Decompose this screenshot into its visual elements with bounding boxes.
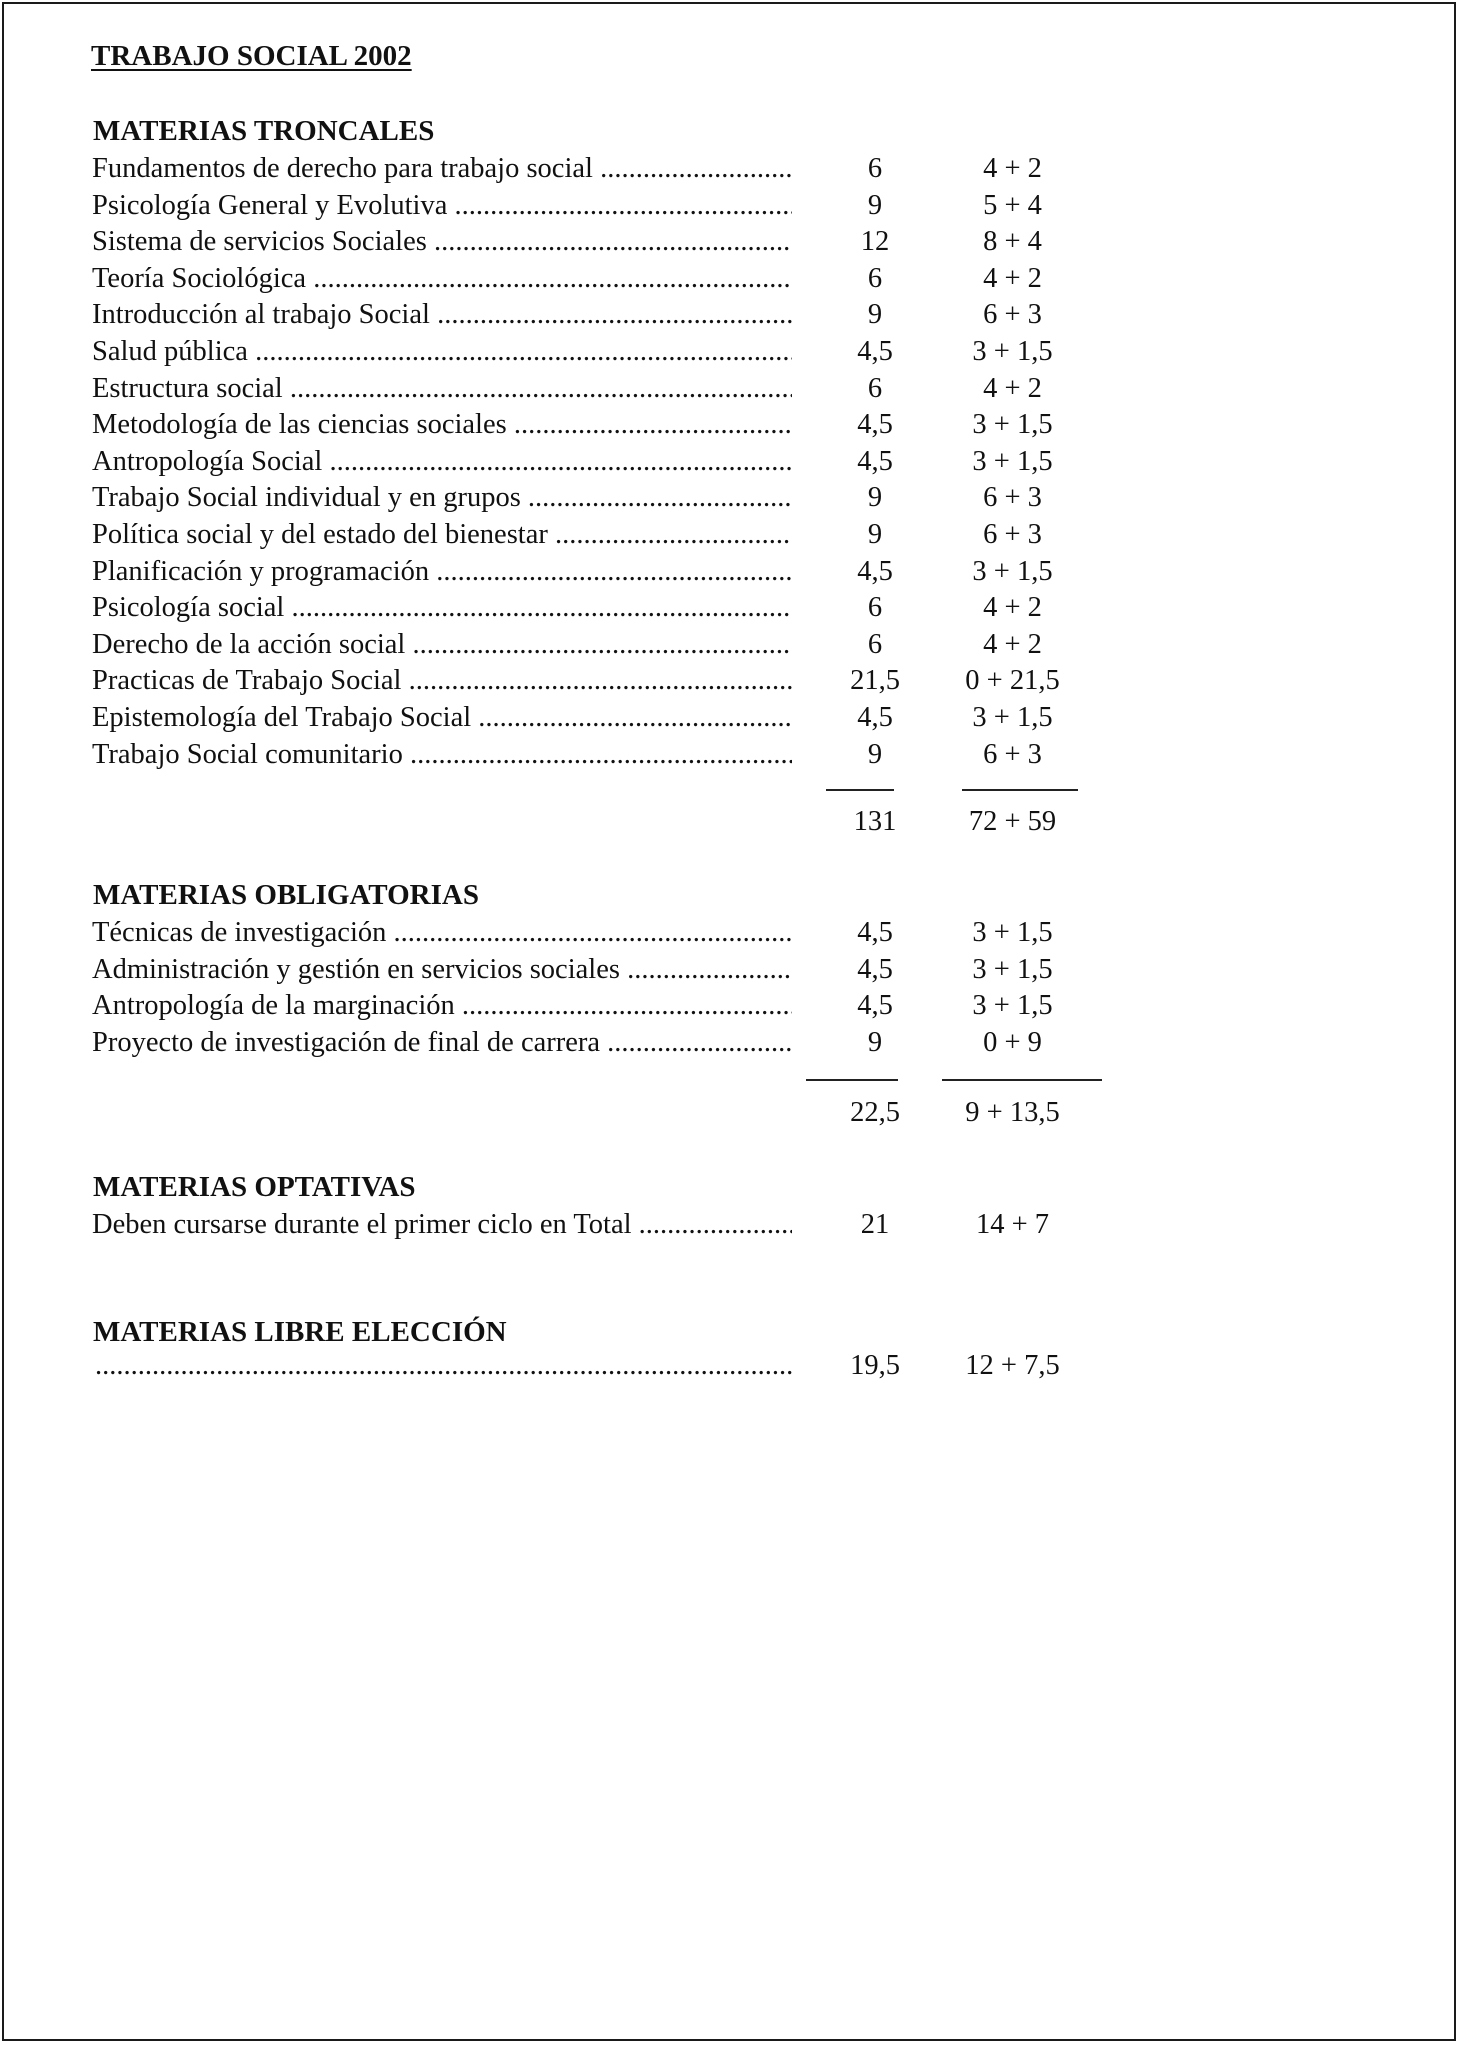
subject-credits: 9 — [867, 482, 883, 514]
total-credits: 131 — [853, 806, 897, 837]
subject-credits: 4,5 — [857, 953, 893, 985]
subject-credits: 4,5 — [857, 917, 893, 948]
subject-row — [0, 1207, 1460, 1244]
subject-name: Deben cursarse durante el primer ciclo en Total ..... — [92, 1207, 792, 1244]
subject-name: Estructura social ..... — [92, 371, 792, 408]
subject-name: Técnicas de investigación ..... — [92, 915, 792, 952]
subject-credits: 12 — [860, 226, 890, 258]
subject-row — [0, 915, 1460, 952]
subject-row — [0, 1025, 1460, 1062]
libre-credits: 19,5 — [850, 1350, 900, 1381]
section-heading: MATERIAS OBLIGATORIAS — [93, 879, 479, 911]
subject-credit-split: 6 + 3 — [983, 299, 1042, 331]
subject-credit-split: 3 + 1,5 — [972, 701, 1053, 733]
subject-credit-split: 14 + 7 — [975, 1209, 1050, 1240]
subject-row — [0, 151, 1460, 188]
subject-list — [0, 1207, 1460, 1244]
subject-row — [0, 444, 1460, 481]
subject-name: Metodología de las ciencias sociales ..... — [92, 407, 792, 444]
subject-credit-split: 4 + 2 — [983, 372, 1042, 404]
subject-name: Trabajo Social comunitario ..... — [92, 737, 792, 774]
subject-row — [0, 224, 1460, 261]
subject-credit-split: 4 + 2 — [983, 592, 1042, 624]
subject-credits: 6 — [867, 628, 883, 660]
subject-credit-split: 3 + 1,5 — [972, 990, 1053, 1022]
subject-row — [0, 988, 1460, 1025]
subject-row — [0, 480, 1460, 517]
total-rule-credits — [806, 1079, 898, 1081]
subject-credit-split: 3 + 1,5 — [972, 409, 1053, 441]
subject-list — [0, 915, 1460, 1061]
subject-row — [0, 371, 1460, 408]
subject-credits: 9 — [867, 518, 883, 550]
subject-credits: 21 — [860, 1209, 890, 1240]
subject-credit-split: 3 + 1,5 — [972, 953, 1053, 985]
subject-credit-split: 6 + 3 — [983, 482, 1042, 514]
subject-row — [0, 334, 1460, 371]
subject-name: Derecho de la acción social ..... — [92, 627, 792, 664]
subject-name: Salud pública ..... — [92, 334, 792, 371]
subject-row — [0, 737, 1460, 774]
subject-row — [0, 627, 1460, 664]
subject-credits: 6 — [867, 262, 883, 294]
subject-name: Antropología de la marginación ..... — [92, 988, 792, 1025]
subject-name: Planificación y programación ..... — [92, 554, 792, 591]
subject-credit-split: 4 + 2 — [983, 262, 1042, 294]
subject-name: Trabajo Social individual y en grupos ..... — [92, 480, 792, 517]
subject-row — [0, 590, 1460, 627]
subject-credits: 4,5 — [857, 701, 893, 733]
subject-credits: 4,5 — [857, 555, 893, 587]
total-credits: 22,5 — [850, 1097, 900, 1128]
total-split: 72 + 59 — [968, 806, 1057, 837]
subject-credit-split: 0 + 21,5 — [965, 665, 1060, 697]
subject-name: Sistema de servicios Sociales ..... — [92, 224, 792, 261]
subject-name: Administración y gestión en servicios sociales ..... — [92, 952, 792, 989]
subject-name: Fundamentos de derecho para trabajo social ..... — [92, 151, 792, 188]
subject-credit-split: 6 + 3 — [983, 738, 1042, 770]
libre-split: 12 + 7,5 — [965, 1350, 1060, 1381]
subject-row — [0, 700, 1460, 737]
subject-credit-split: 4 + 2 — [983, 628, 1042, 660]
subject-credit-split: 3 + 1,5 — [972, 445, 1053, 477]
subject-credits: 9 — [867, 299, 883, 331]
subject-credits: 4,5 — [857, 990, 893, 1022]
subject-row — [0, 663, 1460, 700]
subject-name: Proyecto de investigación de final de carrera ..... — [92, 1025, 792, 1062]
subject-credits: 4,5 — [857, 445, 893, 477]
subject-row — [0, 554, 1460, 591]
subject-row — [0, 952, 1460, 989]
subject-credit-split: 5 + 4 — [983, 189, 1042, 221]
subject-credit-split: 3 + 1,5 — [972, 335, 1053, 367]
subject-name: Psicología social ..... — [92, 590, 792, 627]
subject-credits: 21,5 — [850, 665, 900, 697]
subject-credit-split: 6 + 3 — [983, 518, 1042, 550]
subject-name: Política social y del estado del bienestar ..... — [92, 517, 792, 554]
subject-row — [0, 261, 1460, 298]
subject-credits: 9 — [867, 1026, 883, 1058]
subject-credit-split: 4 + 2 — [983, 153, 1042, 184]
subject-credit-split: 3 + 1,5 — [972, 917, 1053, 948]
leader-dots — [95, 1350, 792, 1382]
subject-credits: 4,5 — [857, 335, 893, 367]
subject-list — [0, 151, 1460, 773]
subject-name: Teoría Sociológica ..... — [92, 261, 792, 298]
section-heading: MATERIAS OPTATIVAS — [93, 1171, 416, 1203]
subject-name: Antropología Social ..... — [92, 444, 792, 481]
total-rule-split — [942, 1079, 1102, 1081]
subject-credit-split: 0 + 9 — [983, 1026, 1042, 1058]
subject-credits: 9 — [867, 738, 883, 770]
subject-credits: 6 — [867, 153, 883, 184]
subject-row — [0, 188, 1460, 225]
subject-name: Psicología General y Evolutiva ..... — [92, 188, 792, 225]
subject-credits: 6 — [867, 372, 883, 404]
total-rule-credits — [826, 789, 894, 791]
subject-credits: 6 — [867, 592, 883, 624]
subject-credit-split: 3 + 1,5 — [972, 555, 1053, 587]
subject-credits: 9 — [867, 189, 883, 221]
subject-row — [0, 517, 1460, 554]
subject-credit-split: 8 + 4 — [983, 226, 1042, 258]
subject-credits: 4,5 — [857, 409, 893, 441]
section-heading: MATERIAS LIBRE ELECCIÓN — [93, 1316, 507, 1348]
document-title: TRABAJO SOCIAL 2002 — [91, 40, 412, 72]
total-rule-split — [962, 789, 1078, 791]
subject-name: Practicas de Trabajo Social ..... — [92, 663, 792, 700]
subject-row — [0, 297, 1460, 334]
subject-name: Epistemología del Trabajo Social ..... — [92, 700, 792, 737]
section-heading: MATERIAS TRONCALES — [93, 115, 435, 147]
total-split: 9 + 13,5 — [965, 1097, 1060, 1128]
subject-row — [0, 407, 1460, 444]
subject-name: Introducción al trabajo Social ..... — [92, 297, 792, 334]
